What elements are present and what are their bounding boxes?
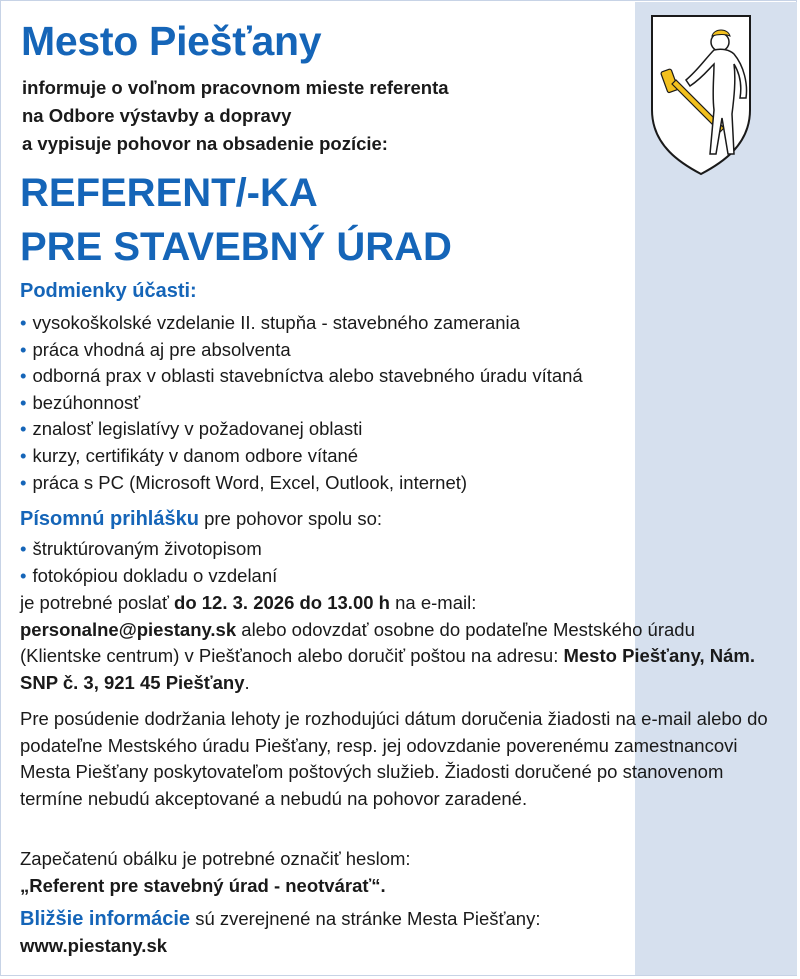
envelope-text: Zapečatenú obálku je potrebné označiť heslom: (20, 848, 411, 869)
job-title (20, 166, 640, 274)
postal-address: Mesto Piešťany, Nám. SNP č. 3, 921 45 Piešťany (20, 645, 756, 693)
deadline: do 12. 3. 2026 do 13.00 h (174, 592, 390, 613)
intro-text (22, 74, 622, 158)
list-item: • fotokópiou dokladu o vzdelaní (20, 564, 278, 586)
application-heading: Písomnú prihlášku (20, 508, 199, 530)
intro-line: informuje o voľnom pracovnom mieste referenta (22, 77, 449, 98)
application-heading-rest: pre pohovor spolu so: (198, 508, 382, 529)
city-name: Mesto Piešťany (21, 18, 322, 64)
list-item: • odborná prax v oblasti stavebníctva alebo stavebného úradu vítaná (20, 365, 583, 387)
list-item: • kurzy, certifikáty v danom odbore vítané (20, 444, 359, 466)
submission-paragraph: je potrebné poslať do 12. 3. 2026 do 13.00 h na e-mail: personalne@piestany.sk alebo odovzdať osobne do podateľne Mestského úradu (Klientske centrum) v Piešťanoch alebo doručiť poštou na adresu: Mesto Piešťany, Nám. SNP č. 3, 921 45 Piešťany. (20, 592, 756, 693)
list-item: • vysokoškolské vzdelanie II. stupňa - stavebného zamerania (20, 312, 520, 333)
list-item: • bezúhonnosť (20, 391, 141, 413)
more-info-heading: Bližšie informácie (20, 908, 191, 930)
email-link[interactable]: personalne@piestany.sk (20, 618, 237, 640)
application-list (20, 536, 277, 589)
job-title-line: PRE STAVEBNÝ ÚRAD (20, 225, 452, 269)
more-info-text: sú zverejnené na stránke Mesta Piešťany: (190, 908, 541, 929)
intro-line: a vypisuje pohovor na obsadenie pozície: (22, 133, 388, 154)
website-link[interactable]: www.piestany.sk (20, 934, 168, 956)
list-item: • znalosť legislatívy v požadovanej oblasti (20, 418, 363, 440)
list-item: • štruktúrovaným životopisom (20, 538, 262, 559)
application-heading-line (20, 506, 780, 533)
list-item: • práca s PC (Microsoft Word, Excel, Outlook, internet) (20, 471, 468, 493)
job-title-line: REFERENT/-KA (20, 171, 318, 215)
intro-line: na Odbore výstavby a dopravy (22, 105, 292, 126)
conditions-heading: Podmienky účasti: (20, 280, 197, 302)
envelope-password: „Referent pre stavebný úrad - neotvárať“. (20, 874, 386, 896)
coat-of-arms-icon (650, 14, 752, 176)
more-info (20, 906, 780, 959)
list-item: • práca vhodná aj pre absolventa (20, 338, 291, 360)
envelope-paragraph (20, 846, 780, 899)
conditions-list (20, 310, 583, 496)
deadline-notice: Pre posúdenie dodržania lehoty je rozhodujúci dátum doručenia žiadosti na e-mail alebo do podateľne Mestského úradu Piešťany, resp. jej odovzdanie poverenému zamestnancovi Mesta Piešťany poskytovateľom poštových služieb. Žiadosti doručené po stanovenom termíne nebudú akceptované a nebudú na pohovor zaradené. (20, 708, 768, 809)
